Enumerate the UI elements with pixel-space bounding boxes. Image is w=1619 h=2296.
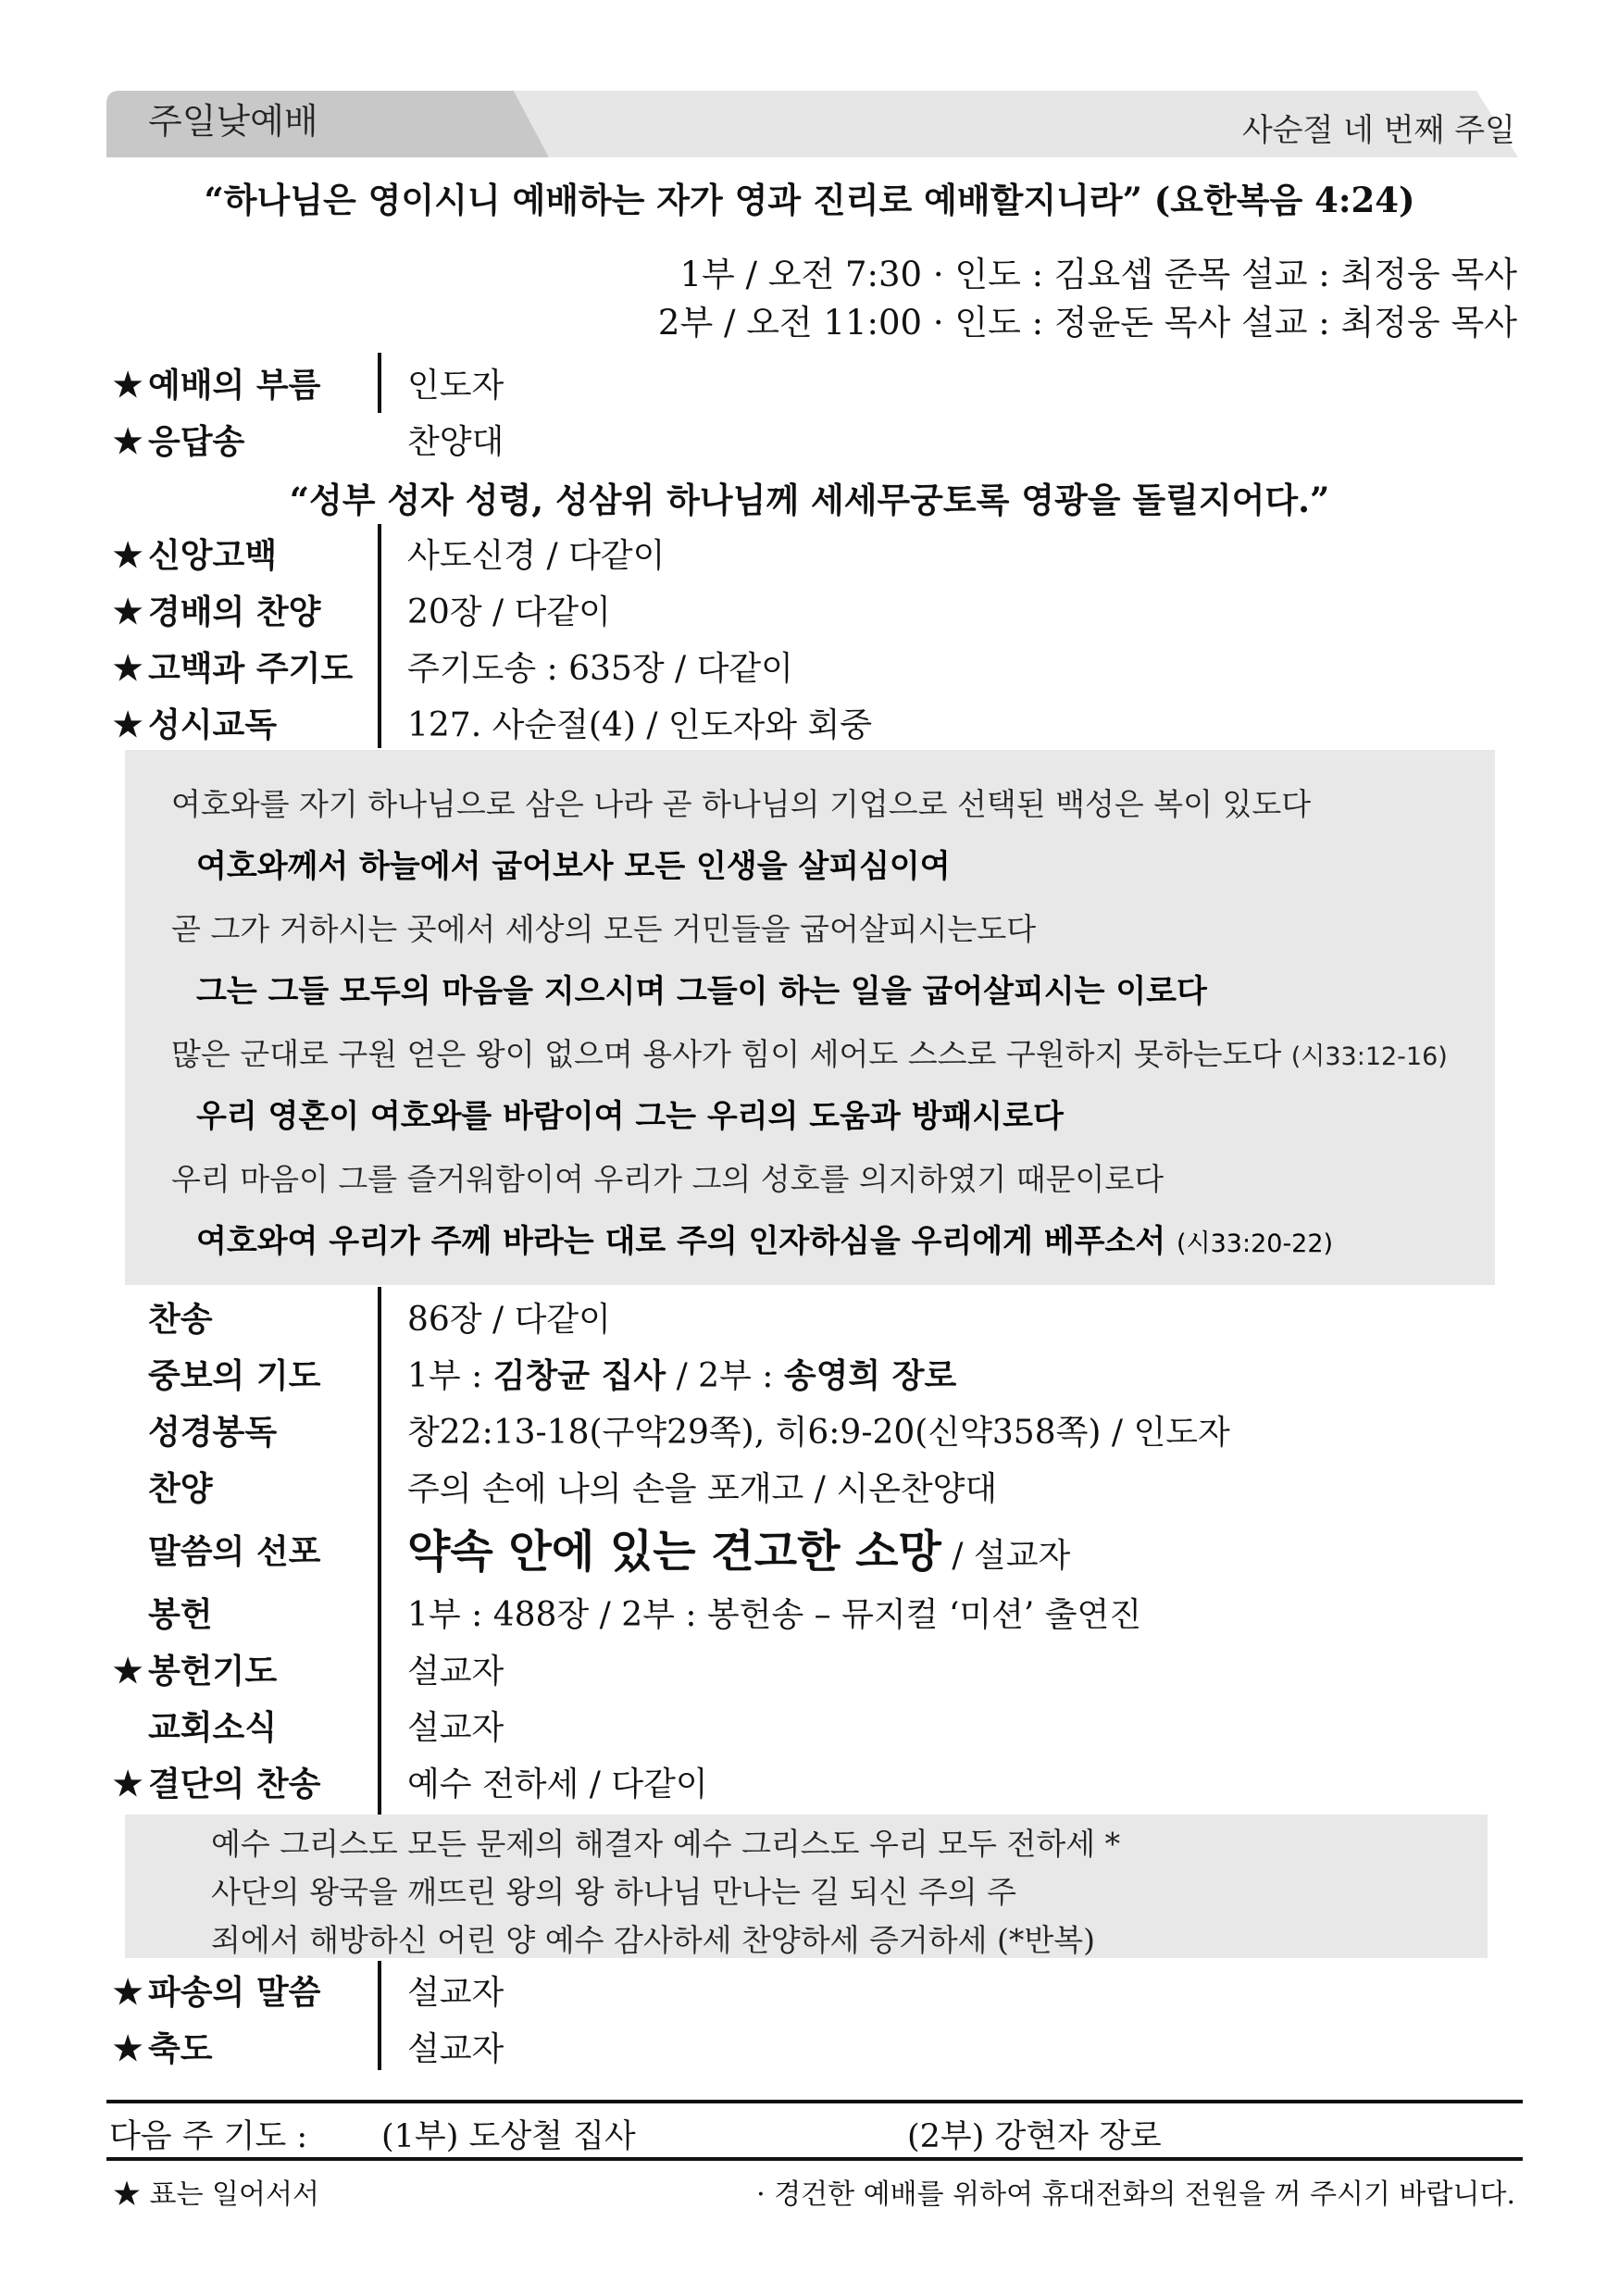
order-value: 예수 전하세 / 다같이 xyxy=(407,1766,708,1803)
reading-line: 그는 그들 모두의 마음을 지으시며 그들이 하는 일을 굽어살피시는 이로다 xyxy=(196,973,1207,1010)
prayer-leader-2: 송영희 장로 xyxy=(783,1356,957,1395)
phone-notice: · 경건한 예배를 위하여 휴대전화의 전원을 꺼 주시기 바랍니다. xyxy=(756,2178,1515,2211)
order-label: 성경봉독 xyxy=(148,1413,278,1452)
order-label: 봉헌 xyxy=(148,1595,213,1634)
sermon-title: 약속 안에 있는 견고한 소망 xyxy=(407,1526,941,1578)
divider-line xyxy=(378,353,381,413)
order-value: 주기도송 : 635장 / 다같이 xyxy=(407,650,793,688)
footer-rule-top xyxy=(106,2100,1523,2103)
order-value: 127. 사순절(4) / 인도자와 회중 xyxy=(407,706,873,744)
footer-rule-bottom xyxy=(106,2157,1523,2161)
divider-line xyxy=(378,1287,381,1828)
order-label: ★ 고백과 주기도 xyxy=(113,649,354,688)
order-label: ★ 파송의 말씀 xyxy=(113,1973,321,2012)
reading-line: 곧 그가 거하시는 곳에서 세상의 모든 거민들을 굽어살피시는도다 xyxy=(171,911,1037,947)
reading-reference: (시33:12-16) xyxy=(1290,1042,1448,1071)
theme-verse: “하나님은 영이시니 예배하는 자가 영과 진리로 예배할지니라” (요한복음 4:24) xyxy=(204,180,1415,220)
order-value: 86장 / 다같이 xyxy=(407,1301,611,1339)
lyrics-line: 사단의 왕국을 깨뜨린 왕의 왕 하나님 만나는 길 되신 주의 주 xyxy=(211,1874,1016,1910)
order-value: 20장 / 다같이 xyxy=(407,593,611,631)
order-label: ★ 경배의 찬양 xyxy=(113,593,321,631)
header-service-name: 주일낮예배 xyxy=(148,101,318,142)
divider-line xyxy=(378,1961,381,2070)
order-label: ★ 봉헌기도 xyxy=(113,1652,278,1691)
order-value: 설교자 xyxy=(407,1653,504,1691)
reading-line: 여호와여 우리가 주께 바라는 대로 주의 인자하심을 우리에게 베푸소서 (시33:20-22) xyxy=(196,1223,1334,1260)
order-label: 말씀의 선포 xyxy=(148,1532,321,1571)
reading-line: 여호와께서 하늘에서 굽어보사 모든 인생을 살피심이여 xyxy=(196,848,951,885)
doxology: “성부 성자 성령, 성삼위 하나님께 세세무궁토록 영광을 돌릴지어다.” xyxy=(289,480,1330,520)
order-value: 설교자 xyxy=(407,1709,504,1747)
reading-line: 여호와를 자기 하나님으로 삼은 나라 곧 하나님의 기업으로 선택된 백성은 복이 있도다 xyxy=(171,786,1312,822)
order-label: 중보의 기도 xyxy=(148,1356,321,1395)
order-value: 1부 : 488장 / 2부 : 봉헌송 – 뮤지컬 ‘미션’ 출연진 xyxy=(407,1596,1142,1634)
reading-line: 우리 영혼이 여호와를 바람이여 그는 우리의 도움과 방패시로다 xyxy=(196,1098,1064,1135)
order-value: 사도신경 / 다같이 xyxy=(407,537,666,575)
next-week-label: 다음 주 기도 : xyxy=(109,2118,308,2155)
order-value: 주의 손에 나의 손을 포개고 / 시온찬양대 xyxy=(407,1470,998,1508)
standing-note: ★ 표는 일어서서 xyxy=(113,2178,319,2211)
order-value: 설교자 xyxy=(407,1974,504,2012)
order-label: ★ 축도 xyxy=(113,2029,213,2068)
order-value: 찬양대 xyxy=(407,423,504,461)
order-label: 찬양 xyxy=(148,1469,213,1508)
order-label: 찬송 xyxy=(148,1300,213,1339)
order-label: ★ 예배의 부름 xyxy=(113,366,321,405)
divider-line xyxy=(378,524,381,748)
order-label: ★ 성시교독 xyxy=(113,705,278,744)
order-label: 교회소식 xyxy=(148,1708,278,1747)
reading-line: 우리 마음이 그를 즐거워함이여 우리가 그의 성호를 의지하였기 때문이로다 xyxy=(171,1161,1164,1197)
header-season: 사순절 네 번째 주일 xyxy=(1241,112,1515,149)
next-week-prayer-1: (1부) 도상철 집사 xyxy=(381,2118,636,2155)
reading-line: 많은 군대로 구원 얻은 왕이 없으며 용사가 힘이 세어도 스스로 구원하지 못하는도다 (시33:12-16) xyxy=(171,1036,1448,1072)
order-value: 약속 안에 있는 견고한 소망 / 설교자 xyxy=(407,1526,1071,1578)
service-time-1: 1부 / 오전 7:30 · 인도 : 김요셉 준목 설교 : 최정웅 목사 xyxy=(679,255,1517,294)
order-label: ★ 신앙고백 xyxy=(113,536,278,575)
lyrics-line: 죄에서 해방하신 어린 양 예수 감사하세 찬양하세 증거하세 (*반복) xyxy=(211,1922,1095,1958)
prayer-leader-1: 김창균 집사 xyxy=(492,1356,666,1395)
next-week-prayer-2: (2부) 강현자 장로 xyxy=(907,2118,1162,2155)
lyrics-line: 예수 그리스도 모든 문제의 해결자 예수 그리스도 우리 모두 전하세 * xyxy=(211,1826,1121,1862)
order-value: 창22:13-18(구약29쪽), 히6:9-20(신약358쪽) / 인도자 xyxy=(407,1414,1230,1452)
order-value: 설교자 xyxy=(407,2030,504,2068)
order-label: ★ 결단의 찬송 xyxy=(113,1765,321,1803)
responsive-reading-box xyxy=(125,750,1495,1285)
order-value: 1부 : 김창균 집사 / 2부 : 송영희 장로 xyxy=(407,1356,957,1395)
order-value: 인도자 xyxy=(407,367,504,405)
reading-reference: (시33:20-22) xyxy=(1177,1229,1334,1258)
order-label: ★ 응답송 xyxy=(113,422,245,461)
service-time-2: 2부 / 오전 11:00 · 인도 : 정윤돈 목사 설교 : 최정웅 목사 xyxy=(657,303,1517,343)
